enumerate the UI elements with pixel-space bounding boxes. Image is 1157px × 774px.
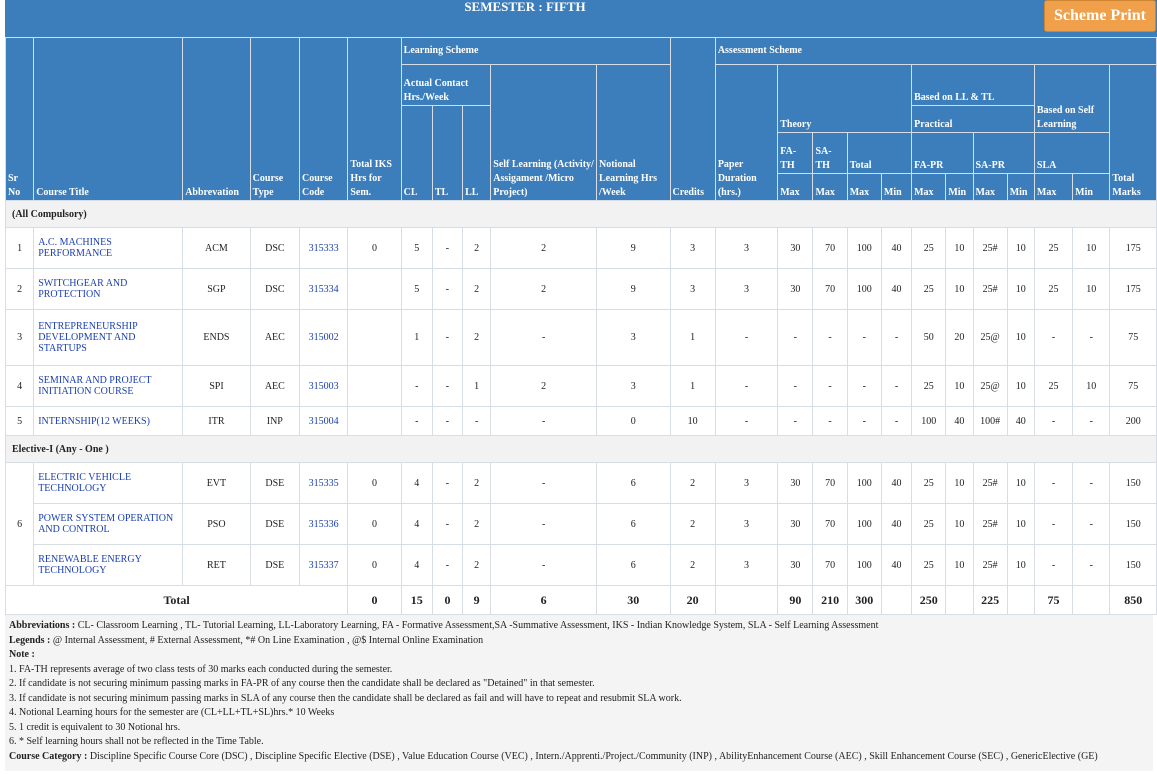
sa-th-max: -: [813, 310, 847, 366]
sa-pr-max: 25#: [973, 228, 1007, 269]
course-type-cell: DSE: [250, 504, 299, 545]
header-learning-scheme: Learning Scheme: [401, 38, 670, 65]
course-code-cell: [299, 310, 347, 366]
paper-duration-cell: 3: [715, 269, 777, 310]
sla-max: 25: [1034, 269, 1072, 310]
tl-cell: -: [432, 407, 462, 436]
total-empty-cell: [1073, 586, 1110, 615]
header-based-ll-tl: Based on LL & TL: [912, 65, 1035, 106]
total-marks-cell: 75: [1110, 310, 1157, 366]
tl-cell: -: [432, 366, 462, 407]
course-type-cell: DSC: [250, 269, 299, 310]
iks-hrs: 0: [348, 463, 401, 504]
theory-total-min: -: [881, 407, 911, 436]
scheme-print-button[interactable]: Scheme Print: [1044, 0, 1156, 32]
sa-pr-max: 25#: [973, 504, 1007, 545]
header-sr: Sr No: [6, 38, 34, 201]
sa-pr-min: 10: [1007, 310, 1034, 366]
sla-min: -: [1073, 504, 1110, 545]
theory-total-min: 40: [881, 504, 911, 545]
ll-cell: -: [463, 407, 491, 436]
self-learning-cell: -: [491, 407, 597, 436]
notional-hrs-cell: 6: [596, 545, 670, 586]
fa-pr-min: 10: [946, 545, 973, 586]
header-theory-total: Total: [847, 133, 911, 174]
legends-label: Legends :: [9, 634, 51, 646]
scheme-table: [5, 37, 1157, 615]
ll-cell: 2: [463, 545, 491, 586]
course-title-cell: [34, 407, 183, 436]
elective-row: [6, 504, 1157, 545]
fa-th-max: -: [778, 407, 813, 436]
note-label: Note :: [9, 649, 35, 660]
header-actual-contact: Actual Contact Hrs./Week: [401, 65, 491, 106]
sa-th-max: 70: [813, 545, 847, 586]
abbreviation-cell: ENDS: [183, 310, 250, 366]
iks-hrs: [348, 407, 401, 436]
paper-duration-cell: -: [715, 407, 777, 436]
iks-hrs: [348, 269, 401, 310]
total-sla-max: 75: [1034, 586, 1072, 615]
course-title-link[interactable]: POWER SYSTEM OPERATION AND CONTROL: [38, 513, 174, 535]
theory-total-min: 40: [881, 269, 911, 310]
total-marks-cell: 175: [1110, 228, 1157, 269]
cl-cell: -: [401, 366, 432, 407]
course-code-cell: [299, 366, 347, 407]
header-min: Min: [946, 174, 973, 201]
total-fa-pr-max: 250: [912, 586, 946, 615]
header-notional-learning: Notional Learning Hrs /Week: [596, 65, 670, 201]
total-empty-cell: [715, 586, 777, 615]
course-title-cell: [34, 310, 183, 366]
group-row-compulsory: [6, 201, 1157, 228]
fa-pr-min: 10: [946, 228, 973, 269]
header-credits: Credits: [670, 38, 715, 201]
paper-duration-cell: 3: [715, 228, 777, 269]
header-min: Min: [1073, 174, 1110, 201]
header-max: Max: [912, 174, 946, 201]
course-type-cell: DSE: [250, 545, 299, 586]
course-code-cell: [299, 504, 347, 545]
elective-row: [6, 463, 1157, 504]
fa-pr-min: 20: [946, 310, 973, 366]
paper-duration-cell: 3: [715, 504, 777, 545]
sr-cell: 1: [6, 228, 34, 269]
fa-th-max: 30: [778, 269, 813, 310]
course-row: [6, 269, 1157, 310]
theory-total-min: 40: [881, 228, 911, 269]
fa-pr-min: 10: [946, 504, 973, 545]
total-marks-cell: 200: [1110, 407, 1157, 436]
sa-pr-max: 25#: [973, 269, 1007, 310]
course-title-cell: [34, 463, 183, 504]
sla-max: -: [1034, 407, 1072, 436]
sa-pr-max: 25@: [973, 310, 1007, 366]
course-type-cell: AEC: [250, 366, 299, 407]
sr-cell: 2: [6, 269, 34, 310]
course-code-cell: [299, 545, 347, 586]
note-item: 5. 1 credit is equivalent to 30 Notional hrs.: [9, 721, 181, 733]
cl-cell: 4: [401, 504, 432, 545]
sla-min: 10: [1073, 269, 1110, 310]
fa-pr-max: 25: [912, 366, 946, 407]
group-label: Elective-I (Any - One ): [6, 436, 1157, 463]
sla-max: 25: [1034, 366, 1072, 407]
fa-pr-min: 40: [946, 407, 973, 436]
sa-pr-min: 40: [1007, 407, 1034, 436]
sr-cell: 5: [6, 407, 34, 436]
iks-hrs: [348, 366, 401, 407]
total-empty-cell: [1007, 586, 1034, 615]
header-max: Max: [1034, 174, 1072, 201]
notional-hrs-cell: 9: [596, 269, 670, 310]
theory-total-max: 100: [847, 228, 881, 269]
note-item: 4. Notional Learning hours for the semester are (CL+LL+TL+SL)hrs.* 10 Weeks: [9, 707, 335, 718]
credits-cell: 1: [670, 366, 715, 407]
credits-cell: 3: [670, 228, 715, 269]
header-cl: CL: [401, 106, 432, 201]
header-total-marks: Total Marks: [1110, 65, 1157, 201]
cl-cell: -: [401, 407, 432, 436]
ll-cell: 2: [463, 310, 491, 366]
header-max: Max: [813, 174, 847, 201]
total-empty-cell: [946, 586, 973, 615]
total-row: [6, 586, 1157, 615]
credits-cell: 3: [670, 269, 715, 310]
header-iks: Total IKS Hrs for Sem.: [348, 38, 401, 201]
tl-cell: -: [432, 545, 462, 586]
course-title-cell: [34, 228, 183, 269]
course-code-link[interactable]: 315004: [308, 415, 339, 427]
notional-hrs-cell: 6: [596, 504, 670, 545]
credits-cell: 2: [670, 463, 715, 504]
tl-cell: -: [432, 463, 462, 504]
course-title-cell: [34, 269, 183, 310]
semester-title: SEMESTER : FIFTH: [464, 0, 586, 14]
course-row: [6, 228, 1157, 269]
total-marks-cell: 75: [1110, 366, 1157, 407]
fa-th-max: -: [778, 366, 813, 407]
header-fa-th: FA-TH: [778, 133, 813, 174]
theory-total-max: -: [847, 310, 881, 366]
course-code-link[interactable]: 315002: [308, 332, 339, 343]
self-learning-cell: 2: [491, 269, 597, 310]
course-code-link[interactable]: 315336: [308, 518, 339, 530]
fa-th-max: 30: [778, 228, 813, 269]
notes-panel: [5, 615, 1153, 771]
note-item: 2. If candidate is not securing minimum passing marks in FA-PR of any course then the candidate shall be declared as "Detained" in that semester.: [9, 678, 595, 689]
header-theory: Theory: [778, 65, 912, 133]
notional-hrs-cell: 6: [596, 463, 670, 504]
paper-duration-cell: -: [715, 366, 777, 407]
cl-cell: 5: [401, 269, 432, 310]
paper-duration-cell: 3: [715, 463, 777, 504]
course-code-cell: [299, 228, 347, 269]
self-learning-cell: -: [491, 504, 597, 545]
cl-cell: 4: [401, 463, 432, 504]
total-notional-hrs-cell: 30: [596, 586, 670, 615]
sla-max: -: [1034, 545, 1072, 586]
fa-th-max: -: [778, 310, 813, 366]
abbreviation-cell: PSO: [183, 504, 250, 545]
total-marks-cell: 150: [1110, 463, 1157, 504]
notional-hrs-cell: 0: [596, 407, 670, 436]
note-item: 3. If candidate is not securing minimum passing marks in SLA of any course then the candidate shall be declared as fail and will have to repeat and resubmit SLA work.: [9, 692, 682, 704]
sa-th-max: 70: [813, 463, 847, 504]
iks-hrs: 0: [348, 545, 401, 586]
fa-pr-max: 50: [912, 310, 946, 366]
fa-pr-min: 10: [946, 366, 973, 407]
course-category-label: Course Category :: [9, 750, 88, 762]
note-item: 1. FA-TH represents average of two class tests of 30 marks each conducted during the semester.: [9, 663, 393, 675]
credits-cell: 1: [670, 310, 715, 366]
ll-cell: 1: [463, 366, 491, 407]
total-fa-th-max: 90: [778, 586, 813, 615]
iks-hrs: 0: [348, 228, 401, 269]
course-row: [6, 407, 1157, 436]
legends-text: @ Internal Assessment, # External Assessment, *# On Line Examination , @$ Internal Online Examination: [50, 634, 484, 646]
total-marks-cell: 175: [1110, 269, 1157, 310]
total-ll-cell: 9: [463, 586, 491, 615]
self-learning-cell: -: [491, 463, 597, 504]
sla-min: -: [1073, 463, 1110, 504]
total-iks-hrs: 0: [348, 586, 401, 615]
credits-cell: 2: [670, 545, 715, 586]
group-label: (All Compulsory): [6, 201, 1157, 228]
fa-pr-max: 25: [912, 269, 946, 310]
ll-cell: 2: [463, 228, 491, 269]
abbreviations-label: Abbreviations :: [9, 620, 76, 631]
header-sa-pr: SA-PR: [973, 133, 1034, 174]
header-based-self-learning: Based on Self Learning: [1034, 65, 1110, 133]
sla-max: -: [1034, 463, 1072, 504]
course-type-cell: DSC: [250, 228, 299, 269]
header-sla: SLA: [1034, 133, 1110, 174]
fa-th-max: 30: [778, 463, 813, 504]
credits-cell: 2: [670, 504, 715, 545]
fa-pr-min: 10: [946, 463, 973, 504]
total-theory-total-max: 300: [847, 586, 881, 615]
header-assessment-scheme: Assessment Scheme: [715, 38, 1156, 65]
sa-pr-min: 10: [1007, 545, 1034, 586]
course-code-link[interactable]: 315003: [308, 380, 339, 392]
fa-pr-max: 25: [912, 545, 946, 586]
abbreviations-text: CL- Classroom Learning , TL- Tutorial Learning, LL-Laboratory Learning, FA - Formative Assessment,SA -Summative Assessment, IKS - Indian Knowledge System, SLA - Self Learning Assessment: [75, 620, 879, 631]
course-title-link[interactable]: ELECTRIC VEHICLE TECHNOLOGY: [38, 472, 132, 494]
fa-pr-max: 25: [912, 228, 946, 269]
fa-th-max: 30: [778, 504, 813, 545]
tl-cell: -: [432, 504, 462, 545]
total-sa-pr-max: 225: [973, 586, 1007, 615]
abbreviation-cell: ITR: [183, 407, 250, 436]
sla-max: -: [1034, 504, 1072, 545]
sa-th-max: 70: [813, 504, 847, 545]
sa-pr-min: 10: [1007, 504, 1034, 545]
header-ll: LL: [463, 106, 491, 201]
group-row-elective: [6, 436, 1157, 463]
sa-pr-min: 10: [1007, 269, 1034, 310]
course-code-link[interactable]: 315337: [308, 559, 339, 571]
sa-pr-max: 25#: [973, 545, 1007, 586]
semester-header-bar: [5, 0, 1157, 37]
iks-hrs: 0: [348, 504, 401, 545]
course-title-link[interactable]: SEMINAR AND PROJECT INITIATION COURSE: [38, 375, 152, 397]
notional-hrs-cell: 3: [596, 366, 670, 407]
sa-th-max: -: [813, 407, 847, 436]
header-course-code: Course Code: [299, 38, 347, 201]
tl-cell: -: [432, 228, 462, 269]
total-cl-cell: 15: [401, 586, 432, 615]
header-max: Max: [778, 174, 813, 201]
tl-cell: -: [432, 269, 462, 310]
course-row: [6, 310, 1157, 366]
header-practical: Practical: [912, 106, 1035, 133]
course-code-cell: [299, 407, 347, 436]
total-self-learning-cell: 6: [491, 586, 597, 615]
sr-cell: 6: [6, 463, 34, 586]
theory-total-max: 100: [847, 269, 881, 310]
fa-pr-max: 25: [912, 504, 946, 545]
course-code-cell: [299, 463, 347, 504]
header-paper-duration: Paper Duration (hrs.): [715, 65, 777, 201]
sla-max: -: [1034, 310, 1072, 366]
fa-pr-max: 25: [912, 463, 946, 504]
theory-total-min: -: [881, 366, 911, 407]
sla-min: -: [1073, 407, 1110, 436]
total-total-marks-cell: 850: [1110, 586, 1157, 615]
sa-pr-min: 10: [1007, 228, 1034, 269]
sla-min: 10: [1073, 366, 1110, 407]
self-learning-cell: 2: [491, 228, 597, 269]
course-title-cell: [34, 504, 183, 545]
abbreviation-cell: EVT: [183, 463, 250, 504]
course-title-link[interactable]: INTERNSHIP(12 WEEKS): [38, 415, 150, 427]
theory-total-max: 100: [847, 545, 881, 586]
header-min: Min: [881, 174, 911, 201]
total-tl-cell: 0: [432, 586, 462, 615]
scheme-table-body: [6, 201, 1157, 615]
header-course-title: Course Title: [34, 38, 183, 201]
sla-max: 25: [1034, 228, 1072, 269]
course-title-link[interactable]: RENEWABLE ENERGY TECHNOLOGY: [38, 554, 142, 576]
fa-pr-min: 10: [946, 269, 973, 310]
sa-pr-max: 100#: [973, 407, 1007, 436]
notional-hrs-cell: 3: [596, 310, 670, 366]
credits-cell: 10: [670, 407, 715, 436]
cl-cell: 4: [401, 545, 432, 586]
paper-duration-cell: 3: [715, 545, 777, 586]
total-credits-cell: 20: [670, 586, 715, 615]
sla-min: -: [1073, 545, 1110, 586]
tl-cell: -: [432, 310, 462, 366]
theory-total-max: 100: [847, 463, 881, 504]
abbreviation-cell: SPI: [183, 366, 250, 407]
course-code-link[interactable]: 315335: [308, 477, 339, 489]
fa-pr-max: 100: [912, 407, 946, 436]
theory-total-min: 40: [881, 545, 911, 586]
course-title-link[interactable]: A.C. MACHINES PERFORMANCE: [38, 237, 113, 259]
course-title-cell: [34, 545, 183, 586]
total-empty-cell: [881, 586, 911, 615]
course-title-cell: [34, 366, 183, 407]
abbreviation-cell: ACM: [183, 228, 250, 269]
ll-cell: 2: [463, 269, 491, 310]
sa-pr-min: 10: [1007, 366, 1034, 407]
paper-duration-cell: -: [715, 310, 777, 366]
theory-total-min: -: [881, 310, 911, 366]
header-sa-th: SA-TH: [813, 133, 847, 174]
theory-total-max: 100: [847, 504, 881, 545]
header-max: Max: [847, 174, 881, 201]
header-course-type: Course Type: [250, 38, 299, 201]
total-marks-cell: 150: [1110, 545, 1157, 586]
course-row: [6, 366, 1157, 407]
total-sa-th-max: 210: [813, 586, 847, 615]
course-code-link[interactable]: 315334: [308, 283, 339, 295]
cl-cell: 5: [401, 228, 432, 269]
ll-cell: 2: [463, 463, 491, 504]
sa-pr-min: 10: [1007, 463, 1034, 504]
notional-hrs-cell: 9: [596, 228, 670, 269]
header-abbreviation: Abbrevation: [183, 38, 250, 201]
abbreviation-cell: RET: [183, 545, 250, 586]
header-min: Min: [1007, 174, 1034, 201]
course-title-link[interactable]: SWITCHGEAR AND PROTECTION: [38, 278, 128, 300]
self-learning-cell: -: [491, 310, 597, 366]
iks-hrs: [348, 310, 401, 366]
header-self-learning: Self Learning (Activity/ Assigament /Micro Project): [491, 65, 597, 201]
note-item: 6. * Self learning hours shall not be reflected in the Time Table.: [9, 736, 264, 747]
theory-total-min: 40: [881, 463, 911, 504]
course-code-link[interactable]: 315333: [308, 242, 339, 254]
course-type-cell: DSE: [250, 463, 299, 504]
elective-row: [6, 545, 1157, 586]
header-tl: TL: [432, 106, 462, 201]
sa-pr-max: 25#: [973, 463, 1007, 504]
header-max: Max: [973, 174, 1007, 201]
sr-cell: 3: [6, 310, 34, 366]
theory-total-max: -: [847, 366, 881, 407]
course-type-cell: INP: [250, 407, 299, 436]
theory-total-max: -: [847, 407, 881, 436]
sla-min: -: [1073, 310, 1110, 366]
sa-th-max: 70: [813, 269, 847, 310]
sa-th-max: -: [813, 366, 847, 407]
total-marks-cell: 150: [1110, 504, 1157, 545]
course-title-link[interactable]: ENTREPRENEURSHIP DEVELOPMENT AND STARTUPS: [38, 321, 138, 354]
course-category-text: Discipline Specific Course Core (DSC) , Discipline Specific Elective (DSE) , Value Education Course (VEC) , Intern./Apprenti./Project./Community (INP) , AbilityEnhancement Course (AEC) , Skill Enhancement Course (SEC) , GenericElective (GE): [87, 750, 1098, 762]
ll-cell: 2: [463, 504, 491, 545]
total-label: Total: [6, 586, 348, 615]
sa-th-max: 70: [813, 228, 847, 269]
sla-min: 10: [1073, 228, 1110, 269]
self-learning-cell: 2: [491, 366, 597, 407]
header-fa-pr: FA-PR: [912, 133, 973, 174]
abbreviation-cell: SGP: [183, 269, 250, 310]
self-learning-cell: -: [491, 545, 597, 586]
course-type-cell: AEC: [250, 310, 299, 366]
course-code-cell: [299, 269, 347, 310]
sa-pr-max: 25@: [973, 366, 1007, 407]
sr-cell: 4: [6, 366, 34, 407]
fa-th-max: 30: [778, 545, 813, 586]
cl-cell: 1: [401, 310, 432, 366]
